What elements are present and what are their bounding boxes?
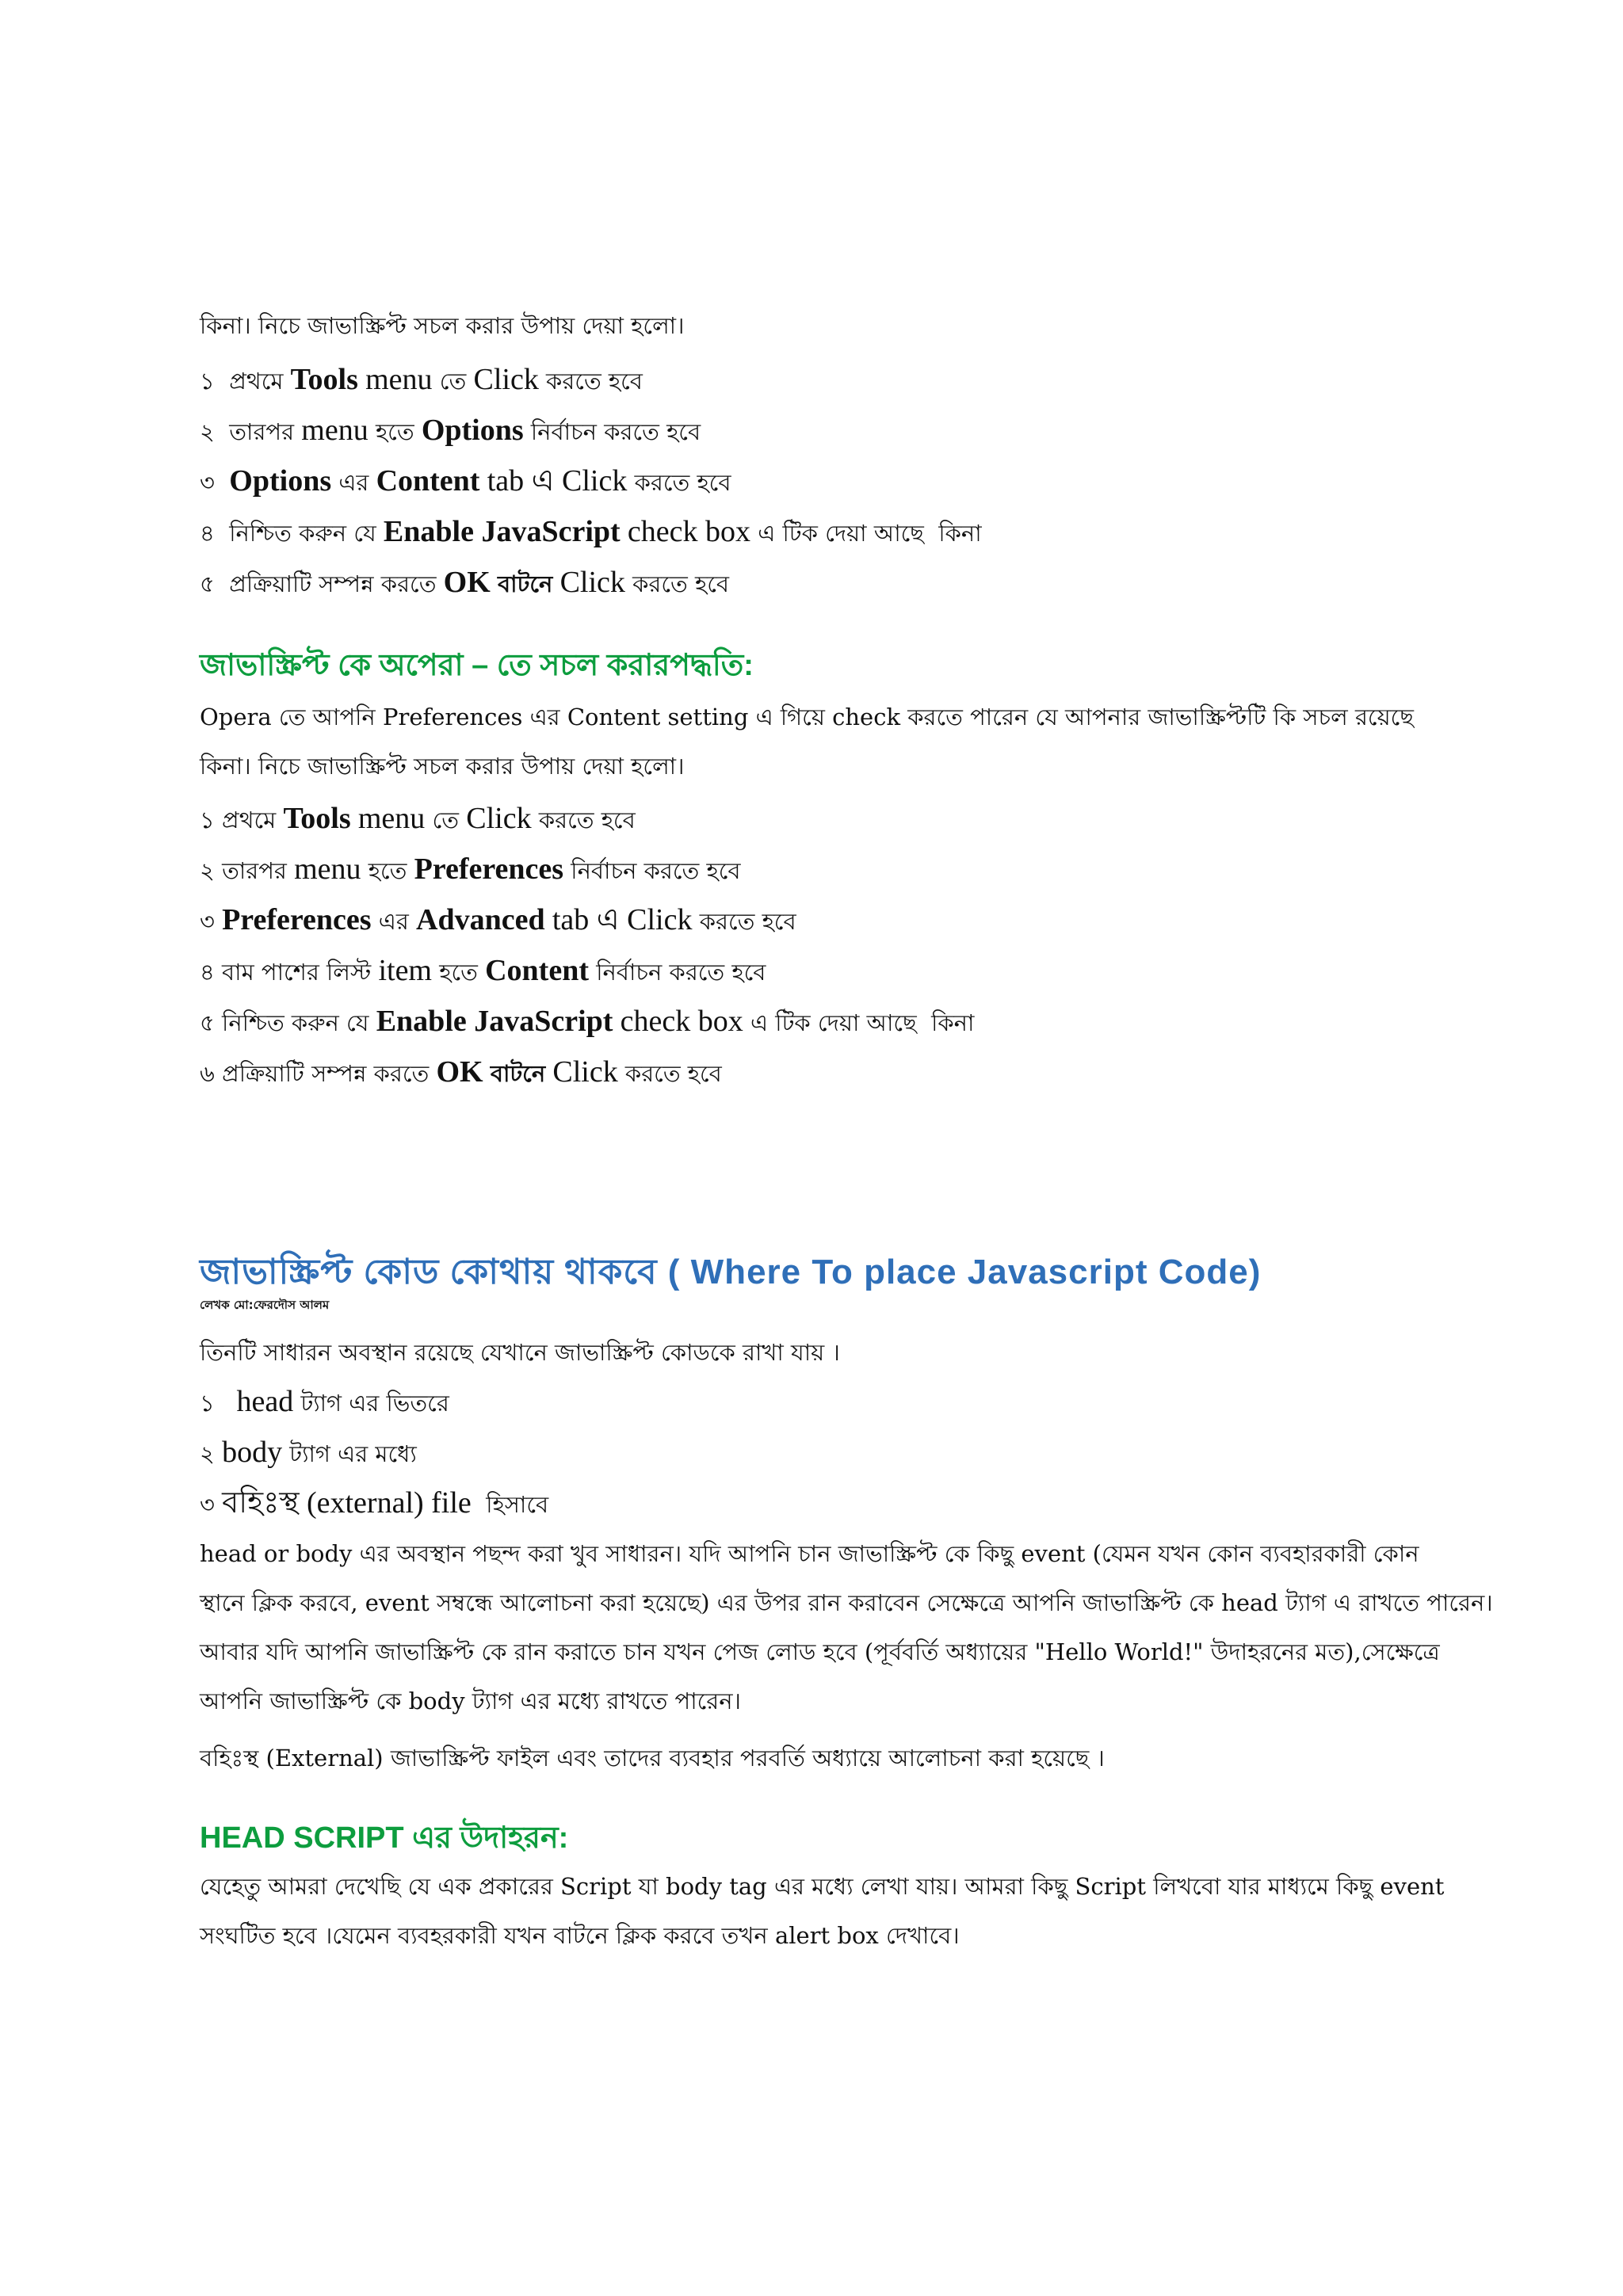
list-item: ৫ নিশ্চিত করুন যে Enable JavaScript check box এ টিক দেয়া আছে কিনা [200, 1005, 975, 1038]
where-paragraph [200, 1529, 1493, 1783]
list-item: ৪ বাম পাশের লিস্ট item হতে Content নির্বাচন করতে হবে [200, 954, 766, 987]
spacer [200, 1783, 1452, 1814]
document-page [200, 301, 1493, 1960]
where-paragraph-line-2: স্থানে ক্লিক করবে, event সম্বন্ধে আলোচনা করা হয়েছে) এর উপর রান করাবেন সেক্ষেত্রে আপনি জাভাস্ক্রিপ্ট কে head ট্যাগ এ রাখতে পারেন। [200, 1589, 1493, 1616]
head-paragraph-line-2: সংঘটিত হবে ।যেমেন ব্যবহরকারী যখন বাটনে ক্লিক করবে তখন alert box দেখাবে। [200, 1922, 960, 1949]
where-paragraph-line-3: আবার যদি আপনি জাভাস্ক্রিপ্ট কে রান করাতে চান যখন পেজ লোড হবে (পূর্ববর্তি অধ্যায়ের "Hello World!" উদাহরনের মত),সেক্ষেত্রে [200, 1638, 1440, 1665]
opera-paragraph-line-2: কিনা। নিচে জাভাস্ক্রিপ্ট সচল করার উপায় দেয়া হলো। [200, 753, 685, 780]
list-item: ১ প্রথমে Tools menu তে Click করতে হবে [200, 802, 636, 835]
head-paragraph-line-1: যেহেতু আমরা দেখেছি যে এক প্রকারের Script যা body tag এর মধ্যে লেখা যায়। আমরা কিছু Script লিখবো যার মাধ্যমে কিছু event [200, 1873, 1445, 1900]
firefox-steps [200, 355, 1452, 608]
list-item: ৩ বহিঃস্থ (external) file হিসাবে [200, 1486, 549, 1520]
spacer [200, 1098, 1452, 1249]
where-paragraph-line-5: বহিঃস্থ (External) জাভাস্ক্রিপ্ট ফাইল এবং তাদের ব্যবহার পরবর্তি অধ্যায়ে আলোচনা করা হয়েছে । [200, 1745, 1105, 1772]
list-item: ১ প্রথমে Tools menu তে Click করতে হবে [200, 363, 643, 396]
list-item: ৩ Options এর Content tab এ Click করতে হবে [200, 464, 731, 498]
intro-line: কিনা। নিচে জাভাস্ক্রিপ্ট সচল করার উপায় দেয়া হলো। [200, 312, 685, 339]
list-item: ২ body ট্যাগ এর মধ্যে [200, 1436, 417, 1469]
list-item: ২ তারপর menu হতে Preferences নির্বাচন করতে হবে [200, 852, 741, 886]
list-item: ৩ Preferences এর Advanced tab এ Click করতে হবে [200, 903, 796, 936]
opera-steps [200, 794, 1452, 1098]
head-script-paragraph [200, 1862, 1452, 1960]
list-item: ১ head ট্যাগ এর ভিতরে [200, 1385, 449, 1418]
where-heading: জাভাস্ক্রিপ্ট কোড কোথায় থাকবে ( Where To place Javascript Code) [200, 1253, 1262, 1291]
where-intro: তিনটি সাধারন অবস্থান রয়েছে যেখানে জাভাস্ক্রিপ্ট কোডকে রাখা যায় । [200, 1339, 840, 1366]
list-item: ২ তারপর menu হতে Options নির্বাচন করতে হবে [200, 414, 701, 447]
where-paragraph-line-1: head or body এর অবস্থান পছন্দ করা খুব সাধারন। যদি আপনি চান জাভাস্ক্রিপ্ট কে কিছু event (যেমন যখন কোন ব্যবহারকারী কোন [200, 1540, 1419, 1567]
list-item: ৫ প্রক্রিয়াটি সম্পন্ন করতে OK বাটনে Click করতে হবে [200, 566, 730, 599]
spacer [200, 608, 1452, 642]
where-list [200, 1377, 1452, 1529]
where-paragraph-line-4: আপনি জাভাস্ক্রিপ্ট কে body ট্যাগ এর মধ্যে রাখতে পারেন। [200, 1688, 741, 1714]
opera-paragraph-line-1: Opera তে আপনি Preferences এর Content setting এ গিয়ে check করতে পারেন যে আপনার জাভাস্ক্রিপ্টটি কি সচল রয়েছে [200, 704, 1414, 730]
list-item: ৪ নিশ্চিত করুন যে Enable JavaScript check box এ টিক দেয়া আছে কিনা [200, 515, 982, 548]
opera-heading: জাভাস্ক্রিপ্ট কে অপেরা – তে সচল করারপদ্ধতি: [200, 649, 754, 682]
list-item: ৬ প্রক্রিয়াটি সম্পন্ন করতে OK বাটনে Click করতে হবে [200, 1055, 722, 1089]
author-line: লেখক মো:ফেরদৌস আলম [200, 1298, 330, 1312]
opera-paragraph [200, 692, 1452, 791]
head-script-heading: HEAD SCRIPT এর উদাহরন: [200, 1821, 569, 1855]
